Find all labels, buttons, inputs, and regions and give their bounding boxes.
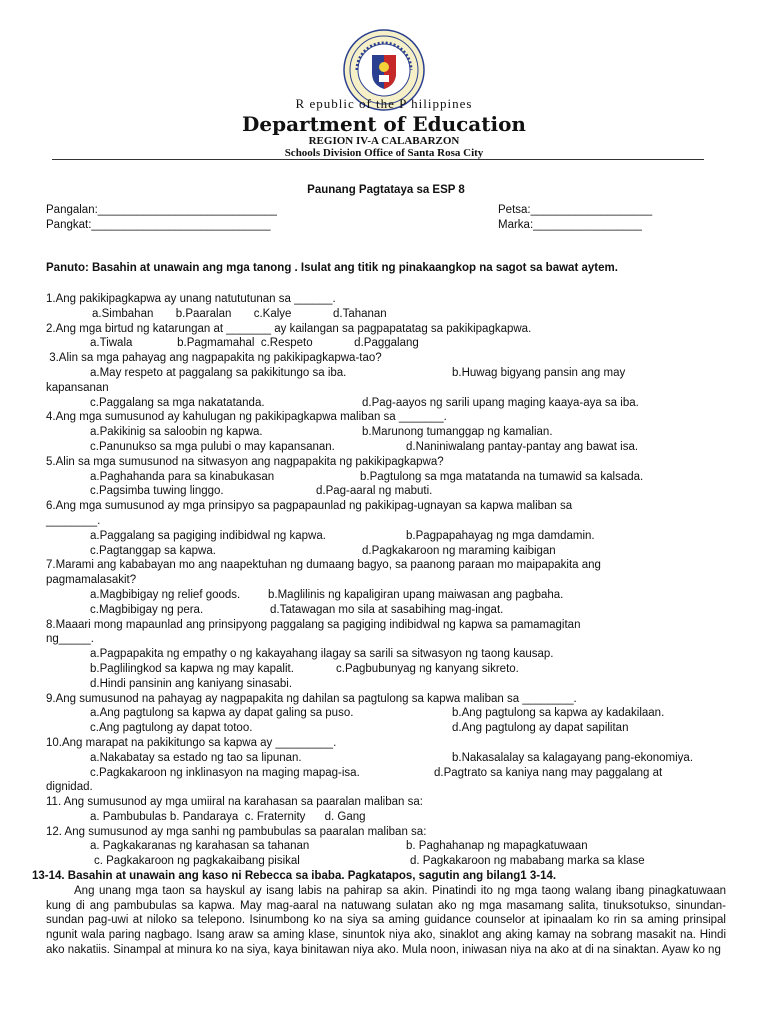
- option-d: d.Tatawagan mo sila at sasabihing mag-ingat.: [270, 603, 504, 616]
- question-3-options-ab: [46, 366, 726, 381]
- option-b: b.Pagtulong sa mga matatanda na tumawid sa kalsada.: [360, 470, 644, 483]
- question-6: 6.Ang mga sumusunod ay mga prinsipyo sa pagpapaunlad ng pakikipag-ugnayan sa kapwa maliban sa: [46, 500, 573, 513]
- option-a: a.Ang pagtulong sa kapwa ay dapat galing sa puso.: [90, 707, 354, 720]
- question-9-options-ab: [46, 706, 726, 721]
- option-b: b.Nakasalalay sa kalagayang pang-ekonomiya.: [452, 751, 694, 764]
- option-b: b. Paghahanap ng mapagkatuwaan: [406, 840, 588, 853]
- question-4: 4.Ang mga sumusunod ay kahulugan ng pakikipagkapwa maliban sa _______.: [46, 411, 447, 424]
- option-c: c.Pagtanggap sa kapwa.: [90, 544, 216, 557]
- option-c: c.Ang pagtulong ay dapat totoo.: [90, 722, 253, 735]
- option-c: c.Pagbubunyag ng kanyang sikreto.: [336, 662, 519, 675]
- question-5-options-ab: [46, 470, 726, 485]
- option-a: a.Paghahanda para sa kinabukasan: [90, 470, 275, 483]
- option-d: d.Pagtrato sa kaniya nang may paggalang at: [434, 766, 663, 779]
- region-line: REGION IV-A CALABARZON: [308, 135, 460, 147]
- option-d: d.Pag-aayos ng sarili upang maging kaaya-aya sa iba.: [362, 396, 639, 409]
- question-4-options-ab: [46, 425, 726, 440]
- question-8: 8.Maaari mong mapaunlad ang prinsipyong paggalang sa pagiging indibidwal ng kapwa sa pamamagitan: [46, 618, 581, 631]
- question-12: 12. Ang sumusunod ay mga sanhi ng pambubulas sa paaralan maliban sa:: [46, 825, 427, 838]
- option-d: d.Ang pagtulong ay dapat sapilitan: [452, 722, 629, 735]
- question-5-options-cd: [46, 484, 726, 499]
- question-2: 2.Ang mga birtud ng katarungan at _______ ay kailangan sa pagpapatatag sa pakikipagkapwa.: [46, 322, 532, 335]
- question-12-options-ab: [46, 839, 726, 854]
- question-6-continued: ________.: [46, 514, 101, 527]
- option-c: c.Pagsimba tuwing linggo.: [90, 485, 224, 498]
- question-7-options-cd: [46, 603, 726, 618]
- question-10-options-ab: [46, 751, 726, 766]
- question-7-continued: pagmamalasakit?: [46, 574, 137, 587]
- republic-line: R epublic of the P hilippines: [295, 96, 473, 111]
- option-d: d.Naniniwalang pantay-pantay ang bawat isa.: [406, 440, 639, 453]
- division-line: Schools Division Office of Santa Rosa City: [284, 147, 484, 159]
- header-divider: [52, 159, 704, 160]
- question-2-options: a.Tiwala b.Pagmamahal c.Respeto d.Paggalang: [90, 337, 419, 350]
- student-info-fields: [46, 204, 726, 238]
- option-b: b.Ang pagtulong sa kapwa ay kadakilaan.: [452, 707, 665, 720]
- option-b: b.Huwag bigyang pansin ang may: [452, 366, 626, 379]
- name-field[interactable]: Pangalan:____________________________: [46, 204, 277, 216]
- question-10-options-cd: [46, 766, 726, 781]
- question-4-options-cd: [46, 440, 726, 455]
- option-d: d. Pagkakaroon ng mababang marka sa klase: [410, 855, 645, 868]
- test-title: Paunang Pagtataya sa ESP 8: [307, 184, 465, 196]
- question-6-options-ab: [46, 529, 726, 544]
- question-8-option-d: d.Hindi pansinin ang kaniyang sinasabi.: [90, 677, 293, 690]
- option-a: a.Magbibigay ng relief goods.: [90, 588, 241, 601]
- question-12-options-cd: [46, 854, 726, 869]
- question-3: 3.Alin sa mga pahayag ang nagpapakita ng pakikipagkapwa-tao?: [46, 352, 382, 365]
- option-a: a.Pakikinig sa saloobin ng kapwa.: [90, 426, 263, 439]
- department-title: Department of Education: [242, 112, 526, 136]
- question-9-options-cd: [46, 721, 726, 736]
- option-d-continued: dignidad.: [46, 781, 93, 794]
- option-c: c.Paggalang sa mga nakatatanda.: [90, 396, 265, 409]
- question-11: 11. Ang sumusunod ay mga umiiral na karahasan sa paaralan maliban sa:: [46, 796, 423, 809]
- option-a: a.Paggalang sa pagiging indibidwal ng kapwa.: [90, 529, 326, 542]
- question-8-options-bc: [46, 662, 726, 677]
- question-1-options: a.Simbahan b.Paaralan c.Kalye d.Tahanan: [92, 307, 387, 320]
- directions: Panuto: Basahin at unawain ang mga tanong . Isulat ang titik ng pinakaangkop na sagot sa bawat aytem.: [46, 262, 618, 274]
- option-a: a.May respeto at paggalang sa pakikitungo sa iba.: [90, 366, 347, 379]
- question-6-options-cd: [46, 544, 726, 559]
- option-b: b.Maglilinis ng kapaligiran upang maiwasan ang pagbaha.: [268, 588, 564, 601]
- option-c: c. Pagkakaroon ng pagkakaibang pisikal: [94, 855, 300, 868]
- test-body: [32, 184, 726, 958]
- option-d: d.Pag-aaral ng mabuti.: [316, 485, 433, 498]
- question-3-options-cd: [46, 396, 726, 411]
- question-9: 9.Ang sumusunod na pahayag ay nagpapakita ng dahilan sa pagtulong sa kapwa maliban sa ________.: [46, 692, 577, 705]
- option-b: b.Pagpapahayag ng mga damdamin.: [406, 529, 595, 542]
- option-c: c.Magbibigay ng pera.: [90, 603, 204, 616]
- option-c: c.Panunukso sa mga pulubi o may kapansanan.: [90, 440, 335, 453]
- questions-13-14-heading: 13-14. Basahin at unawain ang kaso ni Rebecca sa ibaba. Pagkatapos, sagutin ang bilang1 3-14.: [32, 870, 557, 883]
- option-b-continued: kapansanan: [46, 381, 109, 394]
- section-field[interactable]: Pangkat:____________________________: [46, 219, 271, 231]
- question-7-options-ab: [46, 588, 726, 603]
- question-10: 10.Ang marapat na pakikitungo sa kapwa ay _________.: [46, 736, 337, 749]
- question-5: 5.Alin sa mga sumusunod na sitwasyon ang nagpapakita ng pakikipagkapwa?: [46, 455, 444, 468]
- option-a: a. Pagkakaranas ng karahasan sa tahanan: [90, 840, 310, 853]
- question-8-continued: ng_____.: [46, 633, 94, 646]
- question-7: 7.Marami ang kababayan mo ang naapektuhan ng dumaang bagyo, sa paanong paraan mo maipapakita ang: [46, 559, 601, 572]
- score-field[interactable]: Marka:_________________: [498, 219, 642, 231]
- option-c: c.Pagkakaroon ng inklinasyon na maging mapag-isa.: [90, 766, 360, 779]
- option-d: d.Pagkakaroon ng maraming kaibigan: [362, 544, 556, 557]
- option-b: b.Paglilingkod sa kapwa ng may kapalit.: [90, 662, 294, 675]
- question-11-options: a. Pambubulas b. Pandaraya c. Fraternity d. Gang: [90, 810, 366, 823]
- case-passage: Ang unang mga taon sa hayskul ay isang labis na pahirap sa akin. Pinatindi ito ng mga taong walang ibang pinagkatuwaan kung di ang pambubulas sa kapwa. May mag-aaral na natuwang sulatan ako ng mga masamang salita, tinuksotukso, sinundan-sundan pag-uwi at niloko sa telepono. Isinumbong ko na siya sa aming guidance counselor at ipinaalam ko rin sa aming prinsipal ngunit wala paring nagbago. Isang araw sa aming klase, sinuntok niya ako, sinaklot ang aking kamay na sobrang masakit na. Hindi ako nakatiis. Sinampal at minura ko na siya, kaya binitawan niya ako. Mula noon, iniwasan niya na ako at di na sinaktan. Ayaw ko ng: [46, 884, 726, 957]
- option-a: a.Nakabatay sa estado ng tao sa lipunan.: [90, 751, 302, 764]
- question-1: 1.Ang pakikipagkapwa ay unang natututunan sa ______.: [46, 293, 336, 305]
- question-8-option-a: a.Pagpapakita ng empathy o ng kakayahang ilagay sa sarili sa sitwasyon ng taong kausap.: [90, 648, 554, 661]
- date-field[interactable]: Petsa:___________________: [498, 204, 653, 216]
- option-b: b.Marunong tumanggap ng kamalian.: [362, 426, 553, 439]
